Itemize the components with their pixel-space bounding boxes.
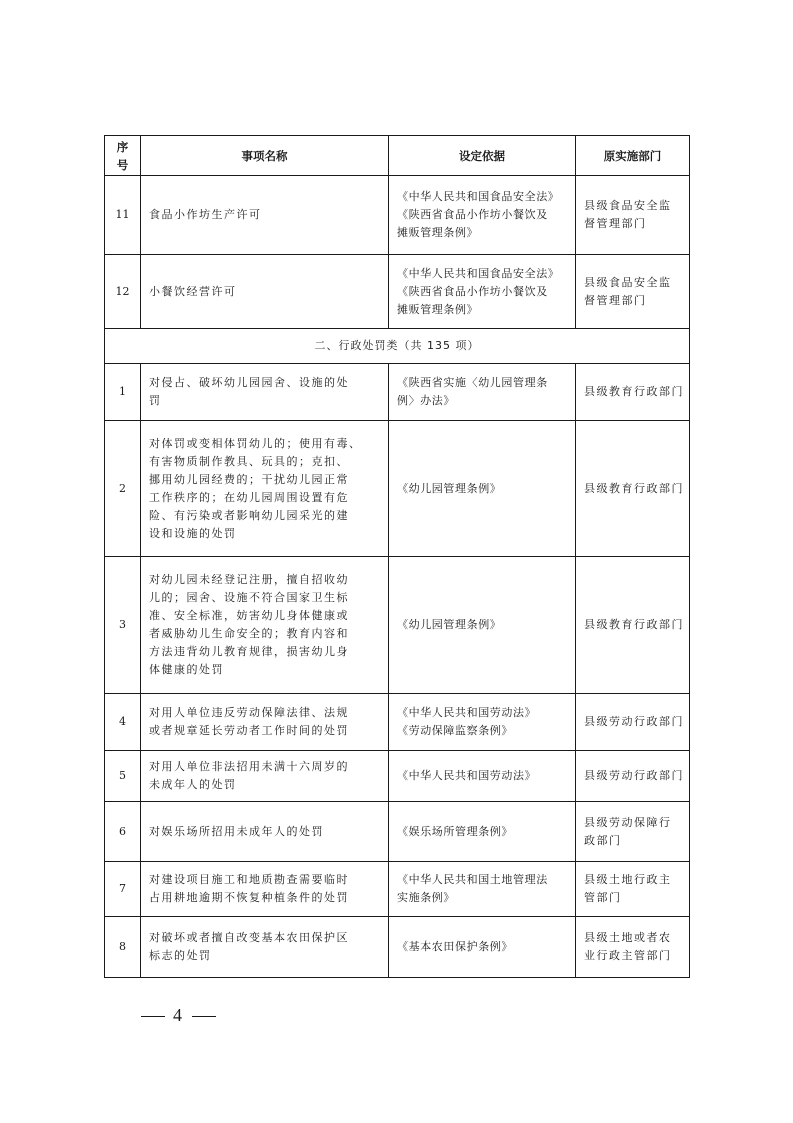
- row-number: 5: [105, 751, 141, 802]
- cell-line: 《基本农田保护条例》: [397, 940, 513, 953]
- table-row: [105, 802, 690, 862]
- footer-dash-left: [141, 1016, 165, 1017]
- row-number: 7: [105, 862, 141, 917]
- cell-line: 对用人单位违反劳动保障法律、法规: [149, 706, 349, 719]
- row-number: 12: [105, 255, 141, 329]
- header-number: 序号: [105, 136, 141, 176]
- cell-line: 县级食品安全监: [584, 199, 672, 212]
- department-cell: [576, 421, 690, 557]
- item-name-cell: [141, 802, 389, 862]
- row-number: 8: [105, 917, 141, 978]
- cell-line: 方法违背幼儿教育规律，损害幼儿身: [149, 645, 349, 658]
- row-number: 4: [105, 694, 141, 751]
- legal-basis-cell: [389, 176, 576, 255]
- cell-line: 挪用幼儿园经费的；干扰幼儿园正常: [149, 472, 349, 486]
- cell-line: 未成年人的处罚: [149, 778, 237, 791]
- cell-line: 《中华人民共和国劳动法》: [397, 769, 537, 782]
- footer-dash-right: [192, 1016, 216, 1017]
- table-row: [105, 862, 690, 917]
- cell-line: 督管理部门: [584, 217, 647, 230]
- table-row: [105, 364, 690, 421]
- cell-line: 县级土地或者农: [584, 931, 672, 944]
- cell-line: 对侵占、破坏幼儿园园舍、设施的处: [149, 376, 349, 389]
- cell-line: 县级教育行政部门: [584, 481, 684, 495]
- legal-basis-cell: [389, 751, 576, 802]
- row-number: 3: [105, 557, 141, 694]
- item-name-cell: [141, 421, 389, 557]
- cell-line: 县级教育行政部门: [584, 618, 684, 631]
- cell-line: 对用人单位非法招用未满十六周岁的: [149, 760, 349, 773]
- cell-line: 《娱乐场所管理条例》: [397, 824, 513, 838]
- legal-basis-cell: [389, 862, 576, 917]
- legal-basis-cell: [389, 421, 576, 557]
- header-legal-basis: 设定依据: [389, 136, 576, 176]
- department-cell: [576, 364, 690, 421]
- cell-line: 占用耕地逾期不恢复种植条件的处罚: [149, 891, 349, 904]
- cell-line: 《幼儿园管理条例》: [397, 618, 502, 631]
- cell-line: 《陕西省实施〈幼儿园管理条: [397, 376, 548, 389]
- cell-line: 管部门: [584, 891, 622, 904]
- licensing-rows: [105, 176, 690, 329]
- department-cell: [576, 917, 690, 978]
- cell-line: 准、安全标准，妨害幼儿身体健康或: [149, 609, 349, 622]
- cell-line: 县级食品安全监: [584, 275, 672, 289]
- table-row: [105, 421, 690, 557]
- department-cell: [576, 176, 690, 255]
- table-row: [105, 176, 690, 255]
- table-row: [105, 751, 690, 802]
- item-name-cell: [141, 176, 389, 255]
- item-name-cell: [141, 751, 389, 802]
- row-number: 6: [105, 802, 141, 862]
- table-row: [105, 255, 690, 329]
- cell-line: 对娱乐场所招用未成年人的处罚: [149, 824, 324, 838]
- cell-line: 或者规章延长劳动者工作时间的处罚: [149, 724, 349, 737]
- legal-basis-cell: [389, 917, 576, 978]
- cell-line: 工作秩序的；在幼儿园周围设置有危: [149, 490, 349, 504]
- cell-line: 县级劳动行政部门: [584, 769, 684, 782]
- cell-line: 对建设项目施工和地质勘查需要临时: [149, 873, 349, 886]
- department-cell: [576, 751, 690, 802]
- cell-line: 《劳动保障监察条例》: [397, 724, 513, 737]
- department-cell: [576, 255, 690, 329]
- cell-line: 有害物质制作教具、玩具的；克扣、: [149, 454, 349, 468]
- department-cell: [576, 557, 690, 694]
- legal-basis-cell: [389, 802, 576, 862]
- page-footer: [133, 1005, 224, 1026]
- department-cell: [576, 802, 690, 862]
- cell-line: 《陕西省食品小作坊小餐饮及: [397, 208, 548, 221]
- cell-line: 对幼儿园未经登记注册，擅自招收幼: [149, 573, 349, 586]
- section-title: 二、行政处罚类（共 135 项）: [105, 329, 690, 364]
- cell-line: 《中华人民共和国食品安全法》: [397, 266, 560, 280]
- cell-line: 《中华人民共和国劳动法》: [397, 706, 537, 719]
- item-name-cell: [141, 364, 389, 421]
- item-name-cell: [141, 917, 389, 978]
- cell-line: 小餐饮经营许可: [149, 284, 237, 298]
- row-number: 2: [105, 421, 141, 557]
- cell-line: 县级土地行政主: [584, 873, 672, 886]
- header-department: 原实施部门: [576, 136, 690, 176]
- cell-line: 罚: [149, 394, 162, 407]
- cell-line: 实施条例》: [397, 891, 455, 904]
- cell-line: 例〉办法》: [397, 394, 455, 407]
- penalty-rows: [105, 364, 690, 978]
- cell-line: 者威胁幼儿生命安全的；教育内容和: [149, 627, 349, 640]
- header-row: [105, 136, 690, 176]
- cell-line: 对破坏或者擅自改变基本农田保护区: [149, 931, 349, 944]
- item-name-cell: [141, 255, 389, 329]
- items-table: [104, 135, 690, 978]
- cell-line: 设和设施的处罚: [149, 526, 237, 540]
- cell-line: 摊贩管理条例》: [397, 302, 479, 316]
- cell-line: 标志的处罚: [149, 949, 212, 962]
- cell-line: 督管理部门: [584, 293, 647, 307]
- legal-basis-cell: [389, 255, 576, 329]
- item-name-cell: [141, 694, 389, 751]
- cell-line: 对体罚或变相体罚幼儿的；使用有毒、: [149, 436, 362, 450]
- table-row: [105, 694, 690, 751]
- item-name-cell: [141, 557, 389, 694]
- legal-basis-cell: [389, 694, 576, 751]
- cell-line: 县级劳动行政部门: [584, 715, 684, 728]
- cell-line: 《陕西省食品小作坊小餐饮及: [397, 284, 548, 298]
- header-item-name: 事项名称: [141, 136, 389, 176]
- cell-line: 《中华人民共和国土地管理法: [397, 873, 548, 886]
- cell-line: 险、有污染或者影响幼儿园采光的建: [149, 508, 349, 522]
- page-number: 4: [173, 1005, 184, 1025]
- section-row: [105, 329, 690, 364]
- legal-basis-cell: [389, 364, 576, 421]
- cell-line: 《幼儿园管理条例》: [397, 481, 502, 495]
- table-row: [105, 917, 690, 978]
- cell-line: 食品小作坊生产许可: [149, 208, 262, 221]
- cell-line: 摊贩管理条例》: [397, 226, 479, 239]
- item-name-cell: [141, 862, 389, 917]
- cell-line: 儿的；园舍、设施不符合国家卫生标: [149, 591, 349, 604]
- department-cell: [576, 862, 690, 917]
- table-row: [105, 557, 690, 694]
- department-cell: [576, 694, 690, 751]
- row-number: 11: [105, 176, 141, 255]
- cell-line: 县级劳动保障行: [584, 815, 672, 829]
- row-number: 1: [105, 364, 141, 421]
- legal-basis-cell: [389, 557, 576, 694]
- cell-line: 政部门: [584, 833, 622, 847]
- cell-line: 《中华人民共和国食品安全法》: [397, 190, 560, 203]
- cell-line: 体健康的处罚: [149, 663, 224, 676]
- cell-line: 业行政主管部门: [584, 949, 672, 962]
- cell-line: 县级教育行政部门: [584, 385, 684, 398]
